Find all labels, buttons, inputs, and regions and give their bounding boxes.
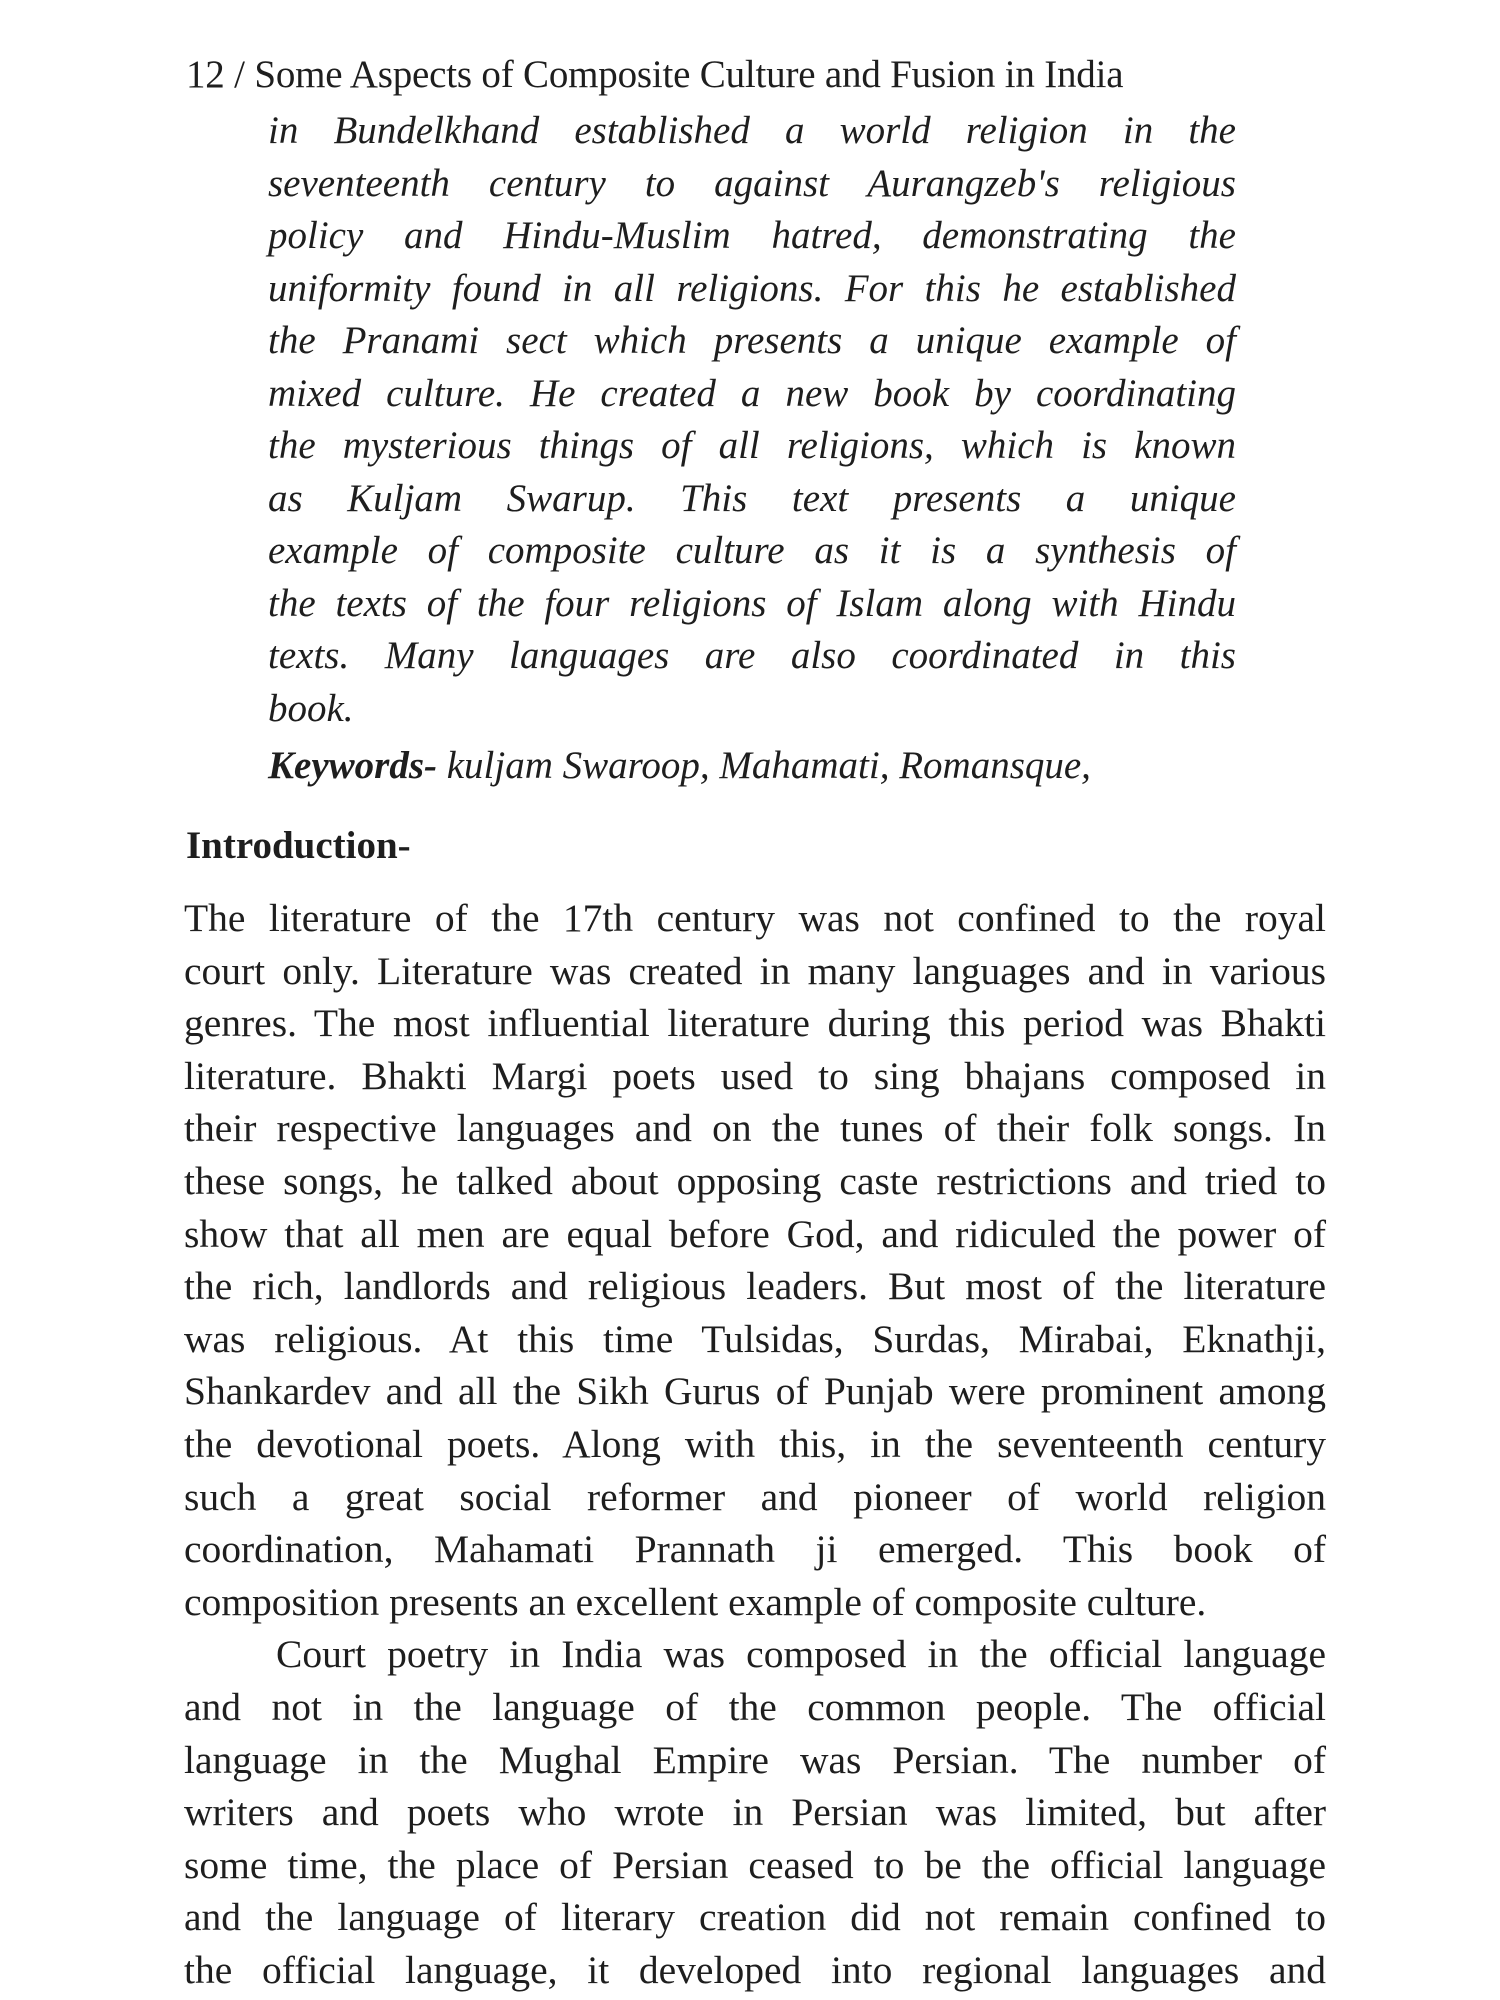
paragraph-1-line: was religious. At this time Tulsidas, Surdas, Mirabai, Eknathji, bbox=[184, 1316, 1326, 1361]
paragraph-2-line: writers and poets who wrote in Persian was limited, but after bbox=[184, 1790, 1326, 1835]
paragraph-2-line: the official language, it developed into regional languages and bbox=[184, 1947, 1326, 1992]
paragraph-1-line: the rich, landlords and religious leaders. But most of the literature bbox=[184, 1264, 1326, 1309]
paragraph-2-line: and the language of literary creation did not remain confined to bbox=[184, 1895, 1326, 1940]
paragraph-2-line: language in the Mughal Empire was Persian. The number of bbox=[184, 1737, 1326, 1782]
abstract-line: in Bundelkhand established a world religion in the bbox=[268, 109, 1236, 152]
abstract-line: the texts of the four religions of Islam along with Hindu bbox=[268, 581, 1236, 625]
paragraph-1-line: show that all men are equal before God, and ridiculed the power of bbox=[184, 1211, 1326, 1256]
abstract-line: as Kuljam Swarup. This text presents a unique bbox=[268, 476, 1236, 520]
running-head: 12 / Some Aspects of Composite Culture and Fusion in India bbox=[186, 53, 1124, 96]
abstract-line: seventeenth century to against Aurangzeb's religious bbox=[268, 161, 1236, 205]
paragraph-1-line: The literature of the 17th century was not confined to the royal bbox=[184, 896, 1326, 940]
body-text bbox=[184, 892, 1326, 1996]
paragraph-2-line: Court poetry in India was composed in the official language bbox=[276, 1632, 1326, 1677]
abstract-line: mixed culture. He created a new book by coordinating bbox=[268, 371, 1236, 415]
abstract-line: example of composite culture as it is a synthesis of bbox=[268, 529, 1236, 572]
abstract-line: the Pranami sect which presents a unique example of bbox=[268, 319, 1236, 362]
paragraph-2-line: and not in the language of the common people. The official bbox=[184, 1684, 1326, 1729]
abstract-line: the mysterious things of all religions, which is known bbox=[268, 424, 1236, 467]
paragraph-1-line: the devotional poets. Along with this, in the seventeenth century bbox=[184, 1421, 1326, 1466]
paragraph-1-line: coordination, Mahamati Prannath ji emerged. This book of bbox=[184, 1527, 1326, 1572]
paragraph-1-line: literature. Bhakti Margi poets used to sing bhajans composed in bbox=[184, 1053, 1326, 1098]
abstract-line: texts. Many languages are also coordinated in this bbox=[268, 634, 1236, 677]
paragraph-1-line: their respective languages and on the tunes of their folk songs. In bbox=[184, 1106, 1326, 1151]
paragraph-1-line: composition presents an excellent example of composite culture. bbox=[184, 1579, 1207, 1624]
paragraph-1-line: such a great social reformer and pioneer of world religion bbox=[184, 1474, 1326, 1519]
paragraph-1-line: these songs, he talked about opposing caste restrictions and tried to bbox=[184, 1158, 1326, 1203]
abstract-block bbox=[268, 105, 1236, 735]
paragraph-1-line: Shankardev and all the Sikh Gurus of Punjab were prominent among bbox=[184, 1369, 1326, 1414]
abstract-line: policy and Hindu-Muslim hatred, demonstrating the bbox=[268, 214, 1236, 257]
paragraph-1-line: court only. Literature was created in many languages and in various bbox=[184, 948, 1326, 993]
keywords-label: Keywords- bbox=[268, 744, 437, 787]
keywords-line bbox=[268, 740, 1091, 792]
keywords-list: kuljam Swaroop, Mahamati, Romansque, bbox=[446, 744, 1091, 787]
abstract-line: book. bbox=[268, 686, 354, 730]
paragraph-1-line: genres. The most influential literature during this period was Bhakti bbox=[184, 1001, 1326, 1046]
paragraph-2-line: some time, the place of Persian ceased to be the official language bbox=[184, 1842, 1326, 1887]
section-title-introduction: Introduction- bbox=[186, 824, 411, 867]
abstract-line: uniformity found in all religions. For this he established bbox=[268, 266, 1236, 310]
